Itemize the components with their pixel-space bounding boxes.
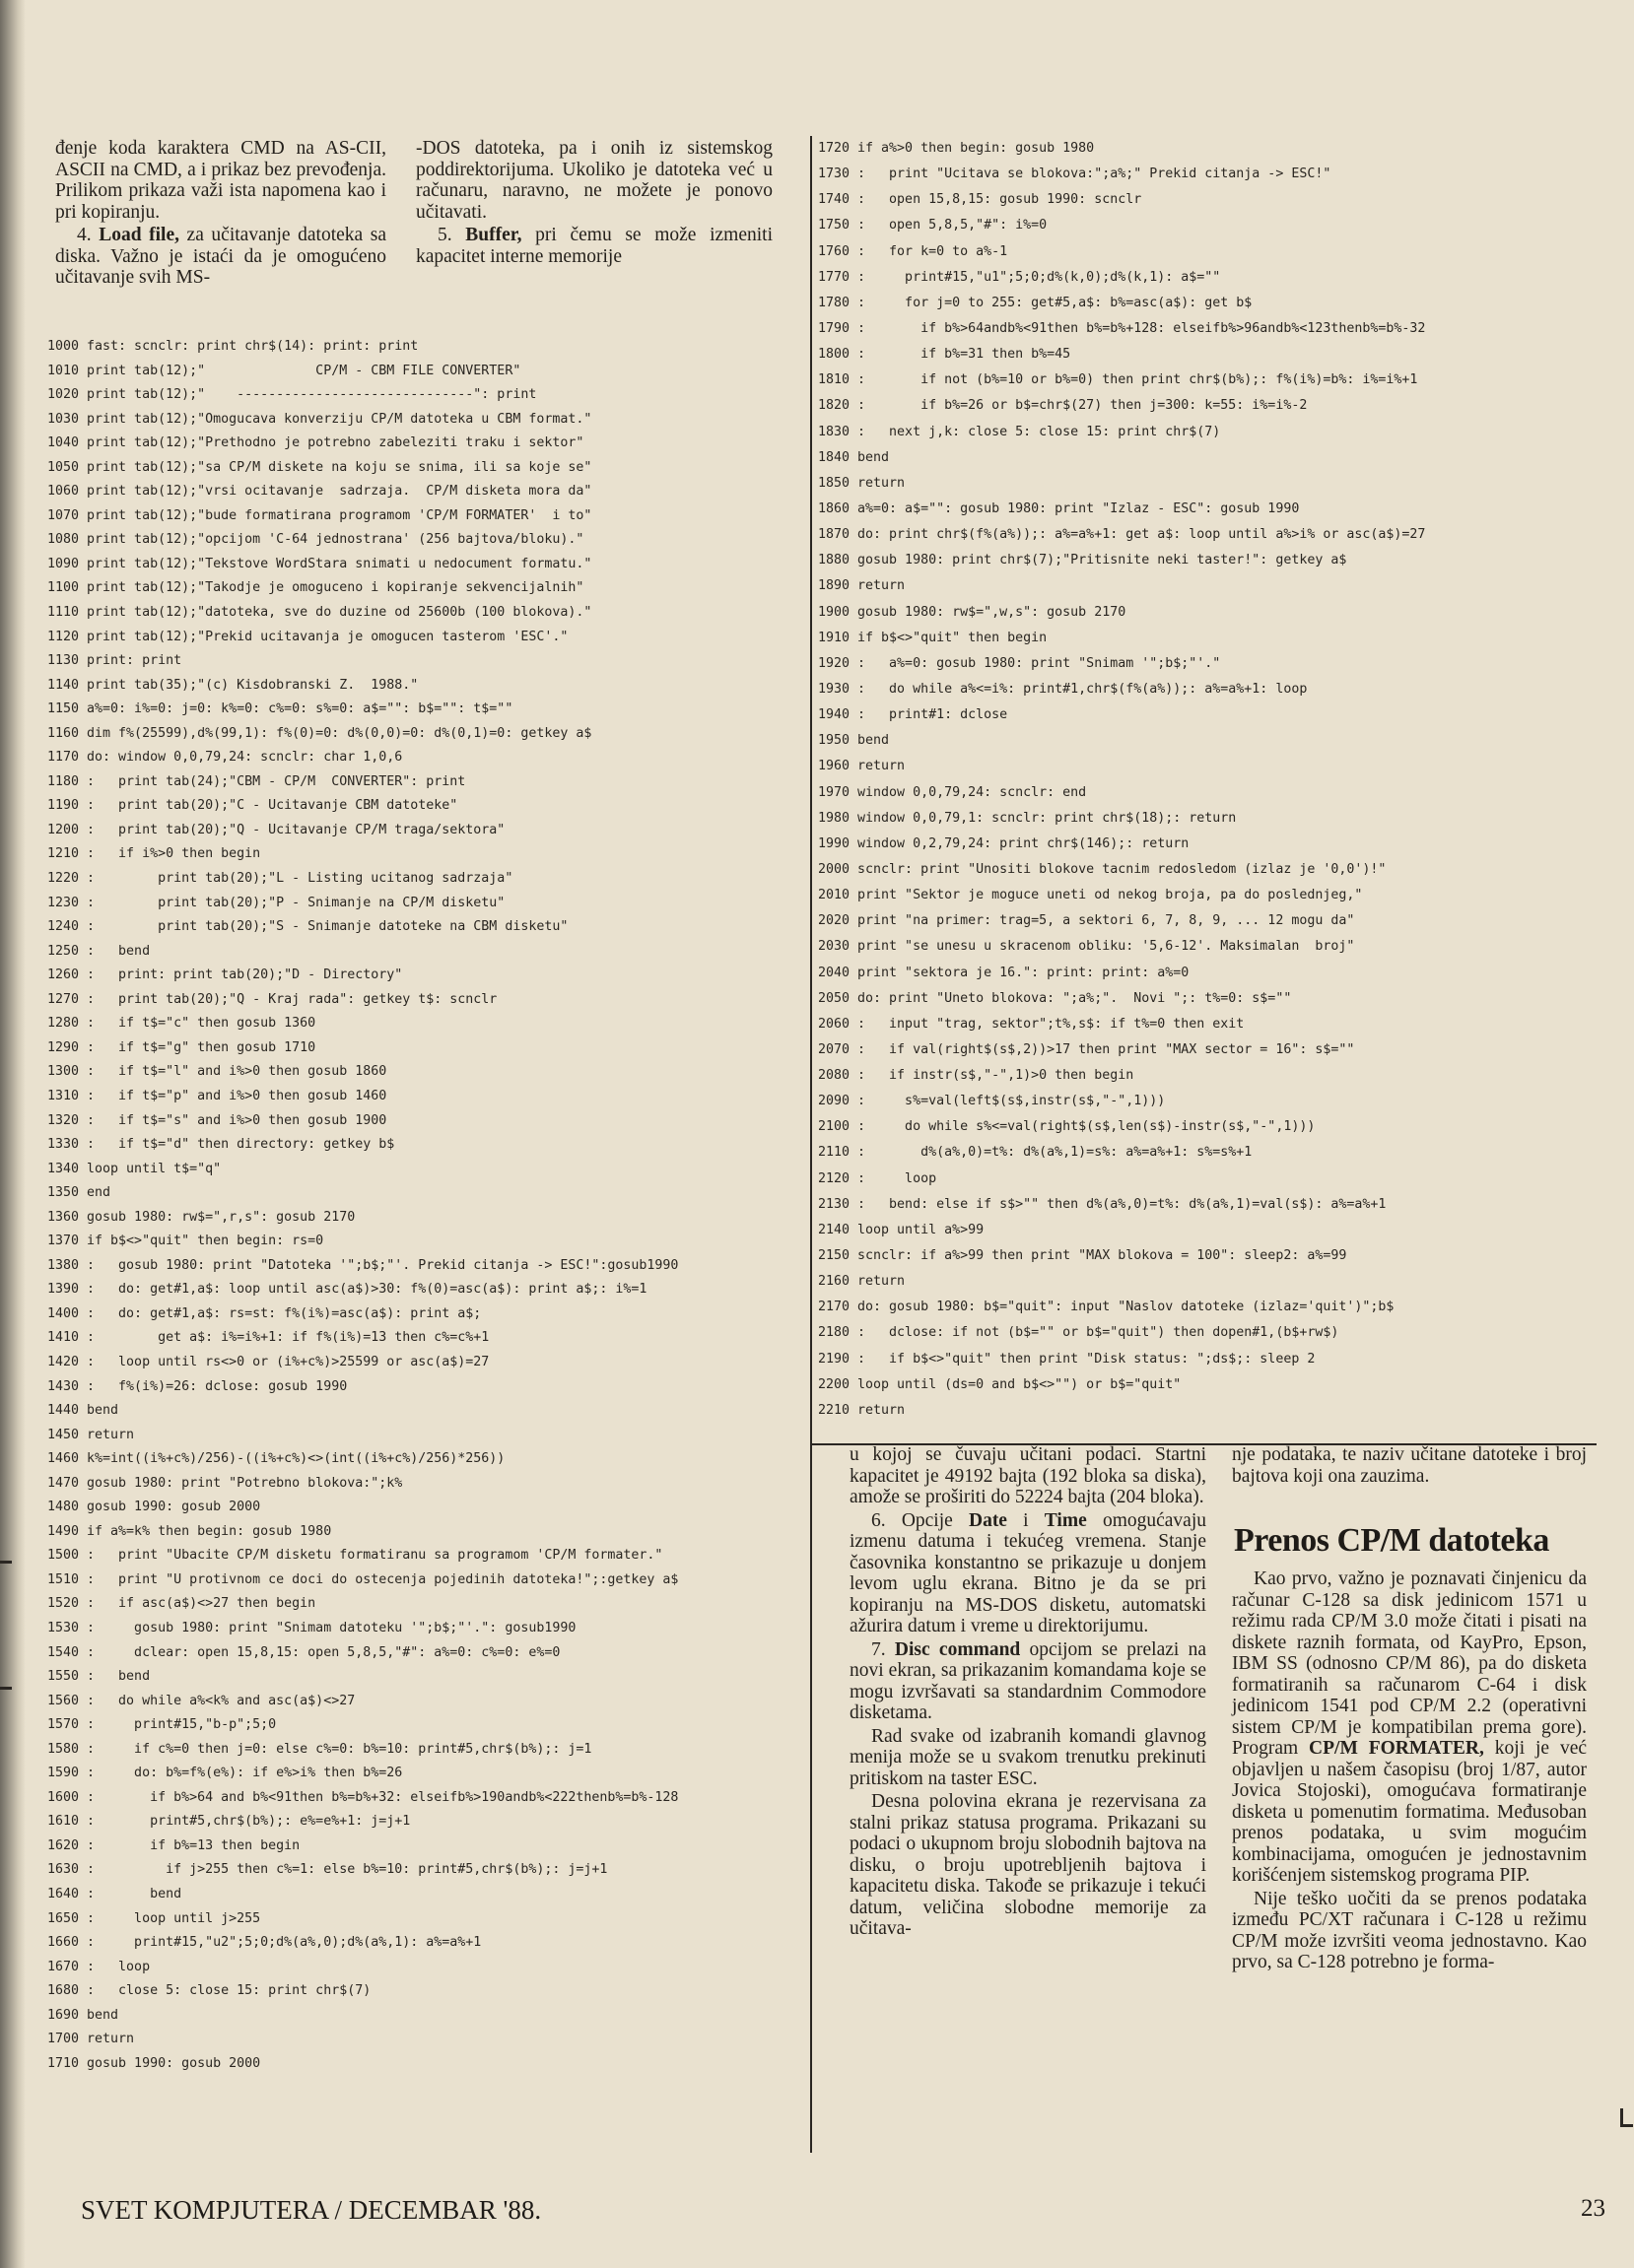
code-line: 2090 : s%=val(left$(s$,instr(s$,"-",1)))	[818, 1094, 1166, 1109]
code-line: 1440 bend	[47, 1403, 119, 1419]
code-line: 1730 : print "Ucitava se blokova:";a%;" Prekid citanja -> ESC!"	[818, 167, 1331, 182]
code-line: 1740 : open 15,8,15: gosub 1990: scnclr	[818, 192, 1142, 208]
code-line: 1570 : print#15,"b-p";5;0	[47, 1717, 277, 1733]
code-line: 1130 print: print	[47, 653, 182, 669]
code-line: 1100 print tab(12);"Takodje je omoguceno i kopiranje sekvencijalnih"	[47, 580, 584, 596]
code-line: 1230 : print tab(20);"P - Snimanje na CP/M disketu"	[47, 895, 506, 910]
code-line: 2170 do: gosub 1980: b$="quit": input "Naslov datoteke (izlaz='quit')";b$	[818, 1300, 1395, 1315]
paragraph: 6. Opcije Date i Time omogućavaju izmenu datuma i tekućeg vremena. Stanje časovnika konstantno se prikazuje u donjem levom uglu ekrana. Bitno je da se pri kopiranju na MS-DOS disketu, automatski ažurira datum i vreme u direktorijumu.	[850, 1509, 1206, 1636]
code-line: 1120 print tab(12);"Prekid ucitavanja je omogucen tasterom 'ESC'."	[47, 629, 569, 644]
code-line: 2020 print "na primer: trag=5, a sektori 6, 7, 8, 9, ... 12 mogu da"	[818, 913, 1355, 929]
code-line: 1530 : gosub 1980: print "Snimam datoteku '";b$;"'.": gosub1990	[47, 1620, 577, 1635]
code-line: 1580 : if c%=0 then j=0: else c%=0: b%=10: print#5,chr$(b%);: j=1	[47, 1741, 592, 1757]
code-line: 1080 print tab(12);"opcijom 'C-64 jednostrana' (256 bajtova/bloku)."	[47, 532, 584, 548]
code-line: 1680 : close 5: close 15: print chr$(7)	[47, 1983, 372, 1999]
code-line: 1540 : dclear: open 15,8,15: open 5,8,5,"#": a%=0: c%=0: e%=0	[47, 1644, 561, 1660]
code-line: 1550 : bend	[47, 1669, 151, 1685]
code-line: 1350 end	[47, 1185, 111, 1201]
code-line: 1030 print tab(12);"Omogucava konverziju CP/M datoteka u CBM format."	[47, 411, 592, 427]
code-line: 1990 window 0,2,79,24: print chr$(146);: return	[818, 835, 1190, 851]
code-line: 1300 : if t$="l" and i%>0 then gosub 1860	[47, 1064, 387, 1080]
code-line: 1210 : if i%>0 then begin	[47, 846, 261, 862]
code-line: 1620 : if b%=13 then begin	[47, 1837, 301, 1853]
code-line: 2030 print "se unesu u skracenom obliku: '5,6-12'. Maksimalan broj"	[818, 939, 1355, 955]
code-line: 1430 : f%(i%)=26: dclose: gosub 1990	[47, 1378, 348, 1394]
code-line: 2100 : do while s%<=val(right$(s$,len(s$)-instr(s$,"-",1)))	[818, 1119, 1316, 1135]
code-line: 1520 : if asc(a$)<>27 then begin	[47, 1596, 316, 1612]
code-line: 1260 : print: print tab(20);"D - Directory"	[47, 967, 403, 983]
code-line: 2150 scnclr: if a%>99 then print "MAX blokova = 100": sleep2: a%=99	[818, 1248, 1347, 1264]
paragraph: Nije teško uočiti da se prenos podataka između PC/XT računara i C-128 u režimu CP/M može izvršiti veoma jednostavno. Kao prvo, sa C-128 potrebno je forma-	[1232, 1888, 1587, 1972]
code-line: 1650 : loop until j>255	[47, 1910, 261, 1926]
code-line: 1500 : print "Ubacite CP/M disketu formatiranu sa programom 'CP/M formater."	[47, 1548, 663, 1564]
code-line: 1630 : if j>255 then c%=1: else b%=10: print#5,chr$(b%);: j=j+1	[47, 1862, 608, 1878]
code-line: 2140 loop until a%>99	[818, 1222, 985, 1237]
code-line: 1860 a%=0: a$="": gosub 1980: print "Izlaz - ESC": gosub 1990	[818, 500, 1300, 516]
code-line: 1880 gosub 1980: print chr$(7);"Pritisnite neki taster!": getkey a$	[818, 553, 1347, 568]
code-line: 1480 gosub 1990: gosub 2000	[47, 1500, 261, 1515]
code-line: 1700 return	[47, 2032, 135, 2047]
code-line: 1560 : do while a%<k% and asc(a$)<>27	[47, 1693, 356, 1708]
code-line: 1930 : do while a%<=i%: print#1,chr$(f%(a%));: a%=a%+1: loop	[818, 681, 1308, 697]
paragraph: đenje koda karaktera CMD na AS-CII, ASCII na CMD, a i prikaz bez prevođenja. Prilikom prikaza važi ista napomena kao i pri kopiranju.	[55, 138, 386, 223]
code-line: 1470 gosub 1980: print "Potrebno blokova:";k%	[47, 1475, 403, 1491]
code-line: 1840 bend	[818, 449, 890, 465]
code-line: 1820 : if b%=26 or b$=chr$(27) then j=300: k=55: i%=i%-2	[818, 398, 1308, 414]
code-line: 1490 if a%=k% then begin: gosub 1980	[47, 1523, 332, 1539]
article-column-3	[850, 1444, 1206, 1942]
code-line: 1760 : for k=0 to a%-1	[818, 243, 1008, 259]
code-line: 1310 : if t$="p" and i%>0 then gosub 1460	[47, 1088, 387, 1103]
code-line: 1640 : bend	[47, 1887, 182, 1901]
paragraph: u kojoj se čuvaju učitani podaci. Startni kapacitet je 49192 bajta (192 bloka sa diska), amože se proširiti do 52224 bajta (204 bloka).	[850, 1444, 1206, 1507]
code-line: 1370 if b$<>"quit" then begin: rs=0	[47, 1234, 324, 1249]
code-line: 1420 : loop until rs<>0 or (i%+c%)>25599 or asc(a$)=27	[47, 1354, 490, 1369]
code-line: 1660 : print#15,"u2";5;0;d%(a%,0);d%(a%,1): a%=a%+1	[47, 1935, 482, 1951]
code-line: 1780 : for j=0 to 255: get#5,a$: b%=asc(a$): get b$	[818, 295, 1253, 310]
code-line: 1750 : open 5,8,5,"#": i%=0	[818, 218, 1048, 233]
code-line: 1970 window 0,0,79,24: scnclr: end	[818, 784, 1087, 800]
code-line: 2200 loop until (ds=0 and b$<>"") or b$="quit"	[818, 1376, 1182, 1392]
paragraph: -DOS datoteka, pa i onih iz sistemskog poddirektorijuma. Ukoliko je datoteka već u računaru, naravno, ne možete je ponovo učitavati.	[416, 138, 773, 223]
code-line: 1810 : if not (b%=10 or b%=0) then print chr$(b%);: f%(i%)=b%: i%=i%+1	[818, 372, 1418, 388]
binding-mark	[0, 1687, 12, 1690]
code-line: 1160 dim f%(25599),d%(99,1): f%(0)=0: d%(0,0)=0: d%(0,1)=0: getkey a$	[47, 725, 592, 741]
code-line: 1390 : do: get#1,a$: loop until asc(a$)>30: f%(0)=asc(a$): print a$;: i%=1	[47, 1282, 647, 1298]
code-line: 1200 : print tab(20);"Q - Ucitavanje CP/M traga/sektora"	[47, 822, 506, 837]
code-line: 2040 print "sektora je 16.": print: print: a%=0	[818, 965, 1190, 980]
code-line: 1960 return	[818, 759, 906, 774]
code-line: 1710 gosub 1990: gosub 2000	[47, 2055, 261, 2071]
code-line: 1190 : print tab(20);"C - Ucitavanje CBM datoteke"	[47, 798, 458, 814]
code-line: 1110 print tab(12);"datoteka, sve do duzine od 25600b (100 blokova)."	[47, 605, 592, 621]
code-line: 2160 return	[818, 1274, 906, 1290]
code-line: 1800 : if b%=31 then b%=45	[818, 347, 1071, 363]
paragraph: 4. Load file, za učitavanje datoteka sa diska. Važno je istaći da je omogućeno učitavanje svih MS-	[55, 225, 386, 288]
code-line: 2060 : input "trag, sektor";t%,s$: if t%=0 then exit	[818, 1016, 1245, 1032]
basic-listing-right	[818, 136, 1593, 1424]
page-number: 23	[1581, 2195, 1605, 2222]
code-line: 1670 : loop	[47, 1959, 151, 1974]
code-line: 1900 gosub 1980: rw$=",w,s": gosub 2170	[818, 604, 1126, 620]
code-line: 2000 scnclr: print "Unositi blokove tacnim redosledom (izlaz je '0,0')!"	[818, 861, 1387, 877]
code-line: 2050 do: print "Uneto blokova: ";a%;". Novi ";: t%=0: s$=""	[818, 990, 1292, 1006]
article-column-2-top	[416, 138, 773, 269]
footer-magazine-title: SVET KOMPJUTERA / DECEMBAR '88.	[81, 2195, 542, 2225]
code-line: 1020 print tab(12);" ------------------------------": print	[47, 387, 537, 403]
code-line: 1720 if a%>0 then begin: gosub 1980	[818, 141, 1095, 156]
code-line: 1010 print tab(12);" CP/M - CBM FILE CONVERTER"	[47, 363, 521, 378]
code-line: 1240 : print tab(20);"S - Snimanje datoteke na CBM disketu"	[47, 919, 569, 935]
code-line: 1910 if b$<>"quit" then begin	[818, 630, 1048, 645]
page-edge-mark	[1620, 2108, 1633, 2127]
code-line: 1590 : do: b%=f%(e%): if e%>i% then b%=26	[47, 1766, 403, 1781]
code-line: 1250 : bend	[47, 943, 151, 959]
section-heading: Prenos CP/M datoteka	[1234, 1522, 1549, 1559]
code-line: 1280 : if t$="c" then gosub 1360	[47, 1016, 316, 1032]
code-line: 2110 : d%(a%,0)=t%: d%(a%,1)=s%: a%=a%+1: s%=s%+1	[818, 1145, 1253, 1161]
code-line: 1410 : get a$: i%=i%+1: if f%(i%)=13 then c%=c%+1	[47, 1330, 490, 1346]
code-line: 2010 print "Sektor je moguce uneti od nekog broja, pa do poslednjeg,"	[818, 888, 1363, 903]
code-line: 1180 : print tab(24);"CBM - CP/M CONVERTER": print	[47, 773, 466, 789]
code-line: 1040 print tab(12);"Prethodno je potrebno zabeleziti traku i sektor"	[47, 435, 584, 451]
code-line: 2120 : loop	[818, 1170, 937, 1186]
code-line: 2190 : if b$<>"quit" then print "Disk status: ";ds$;: sleep 2	[818, 1351, 1316, 1367]
code-line: 1460 k%=int((i%+c%)/256)-((i%+c%)<>(int((i%+c%)/256)*256))	[47, 1451, 506, 1467]
code-line: 1330 : if t$="d" then directory: getkey b$	[47, 1137, 395, 1153]
code-line: 1870 do: print chr$(f%(a%));: a%=a%+1: get a$: loop until a%>i% or asc(a$)=27	[818, 527, 1426, 543]
code-line: 1940 : print#1: dclose	[818, 707, 1008, 723]
basic-listing-left	[47, 335, 806, 2076]
code-line: 1340 loop until t$="q"	[47, 1161, 222, 1176]
code-line: 1400 : do: get#1,a$: rs=st: f%(i%)=asc(a$): print a$;	[47, 1305, 482, 1321]
binding-mark	[0, 1561, 12, 1564]
code-line: 2080 : if instr(s$,"-",1)>0 then begin	[818, 1068, 1134, 1084]
code-line: 2070 : if val(right$(s$,2))>17 then print "MAX sector = 16": s$=""	[818, 1041, 1355, 1057]
code-line: 1170 do: window 0,0,79,24: scnclr: char 1,0,6	[47, 750, 403, 766]
article-column-1-top	[55, 138, 386, 291]
paragraph: Desna polovina ekrana je rezervisana za stalni prikaz statusa programa. Prikazani su podaci o ukupnom broju slobodnih bajtova na disku, o broju upotrebljenih bajtova i kapacitetu diska. Takođe se prikazuje i tekući datum, veličina slobodne memorije za učitava-	[850, 1791, 1206, 1939]
paragraph: 5. Buffer, pri čemu se može izmeniti kapacitet interne memorije	[416, 225, 774, 267]
code-line: 1360 gosub 1980: rw$=",r,s": gosub 2170	[47, 1209, 356, 1225]
code-line: 1770 : print#15,"u1";5;0;d%(k,0);d%(k,1): a$=""	[818, 269, 1221, 285]
code-line: 1090 print tab(12);"Tekstove WordStara snimati u nedocument formatu."	[47, 556, 592, 571]
code-line: 1320 : if t$="s" and i%>0 then gosub 1900	[47, 1112, 387, 1128]
paragraph: 7. Disc command opcijom se prelazi na novi ekran, sa prikazanim komandama koje se mogu izvršavati sa standardnim Commodore disketama.	[850, 1638, 1206, 1723]
code-line: 1220 : print tab(20);"L - Listing ucitanog sadrzaja"	[47, 871, 513, 887]
code-line: 2210 return	[818, 1402, 906, 1418]
code-line: 1920 : a%=0: gosub 1980: print "Snimam '";b$;"'."	[818, 655, 1221, 671]
code-line: 1070 print tab(12);"bude formatirana programom 'CP/M FORMATER' i to"	[47, 507, 592, 523]
article-column-4	[1232, 1444, 1587, 1489]
code-line: 1830 : next j,k: close 5: close 15: print chr$(7)	[818, 424, 1221, 439]
code-line: 1270 : print tab(20);"Q - Kraj rada": getkey t$: scnclr	[47, 991, 498, 1007]
code-line: 1980 window 0,0,79,1: scnclr: print chr$(18);: return	[818, 810, 1237, 826]
code-line: 1000 fast: scnclr: print chr$(14): print: print	[47, 339, 419, 354]
paragraph: Rad svake od izabranih komandi glavnog menija može se u svakom trenutku prekinuti pritiskom na taster ESC.	[850, 1725, 1206, 1789]
column-rule	[810, 1443, 812, 2153]
article-column-4-body	[1232, 1568, 1587, 1975]
code-line: 1450 return	[47, 1427, 135, 1442]
binding-shadow	[0, 0, 26, 2268]
code-line: 1140 print tab(35);"(c) Kisdobranski Z. 1988."	[47, 677, 419, 693]
code-line: 1060 print tab(12);"vrsi ocitavanje sadrzaja. CP/M disketa mora da"	[47, 484, 592, 500]
code-line: 1610 : print#5,chr$(b%);: e%=e%+1: j=j+1	[47, 1814, 411, 1830]
code-line: 1600 : if b%>64 and b%<91then b%=b%+32: elseifb%>190andb%<222thenb%=b%-128	[47, 1789, 679, 1805]
code-line: 1290 : if t$="g" then gosub 1710	[47, 1039, 316, 1055]
code-line: 1050 print tab(12);"sa CP/M diskete na koju se snima, ili sa koje se"	[47, 459, 592, 475]
code-line: 2180 : dclose: if not (b$="" or b$="quit") then dopen#1,(b$+rw$)	[818, 1325, 1339, 1341]
code-line: 1380 : gosub 1980: print "Datoteka '";b$;"'. Prekid citanja -> ESC!":gosub1990	[47, 1257, 679, 1273]
code-line: 1890 return	[818, 578, 906, 594]
paragraph: nje podataka, te naziv učitane datoteke i broj bajtova koji ona zauzima.	[1232, 1444, 1587, 1487]
paragraph: Kao prvo, važno je poznavati činjenicu da računar C-128 sa disk jedinicom 1571 u režimu rada CP/M 3.0 može čitati i pisati na diskete raznih formata, od KayPro, Epson, IBM SS (odnosno CP/M 86), pa do disketa formatiranih sa računarom C-64 i disk jedinicom 1541 pod CP/M 2.2 (operativni sistem CP/M je kompatibilan prema gore). Program CP/M FORMATER, koji je već objavljen u našem časopisu (broj 1/87, autor Jovica Stojoski), omogućava formatiranje disketa u pomenutim formatima. Međusoban prenos podataka, u svim mogućim kombinacijama, omogućen je jednostavnim korišćenjem sistemskog programa PIP.	[1232, 1568, 1587, 1886]
code-line: 1950 bend	[818, 733, 890, 749]
code-line: 1790 : if b%>64andb%<91then b%=b%+128: elseifb%>96andb%<123thenb%=b%-32	[818, 320, 1426, 336]
code-line: 1510 : print "U protivnom ce doci do ostecenja pojedinih datoteka!";:getkey a$	[47, 1571, 679, 1587]
code-line: 1150 a%=0: i%=0: j=0: k%=0: c%=0: s%=0: a$="": b$="": t$=""	[47, 701, 513, 717]
code-line: 1690 bend	[47, 2007, 119, 2023]
code-line: 1850 return	[818, 475, 906, 491]
code-line: 2130 : bend: else if s$>"" then d%(a%,0)=t%: d%(a%,1)=val(s$): a%=a%+1	[818, 1196, 1387, 1212]
